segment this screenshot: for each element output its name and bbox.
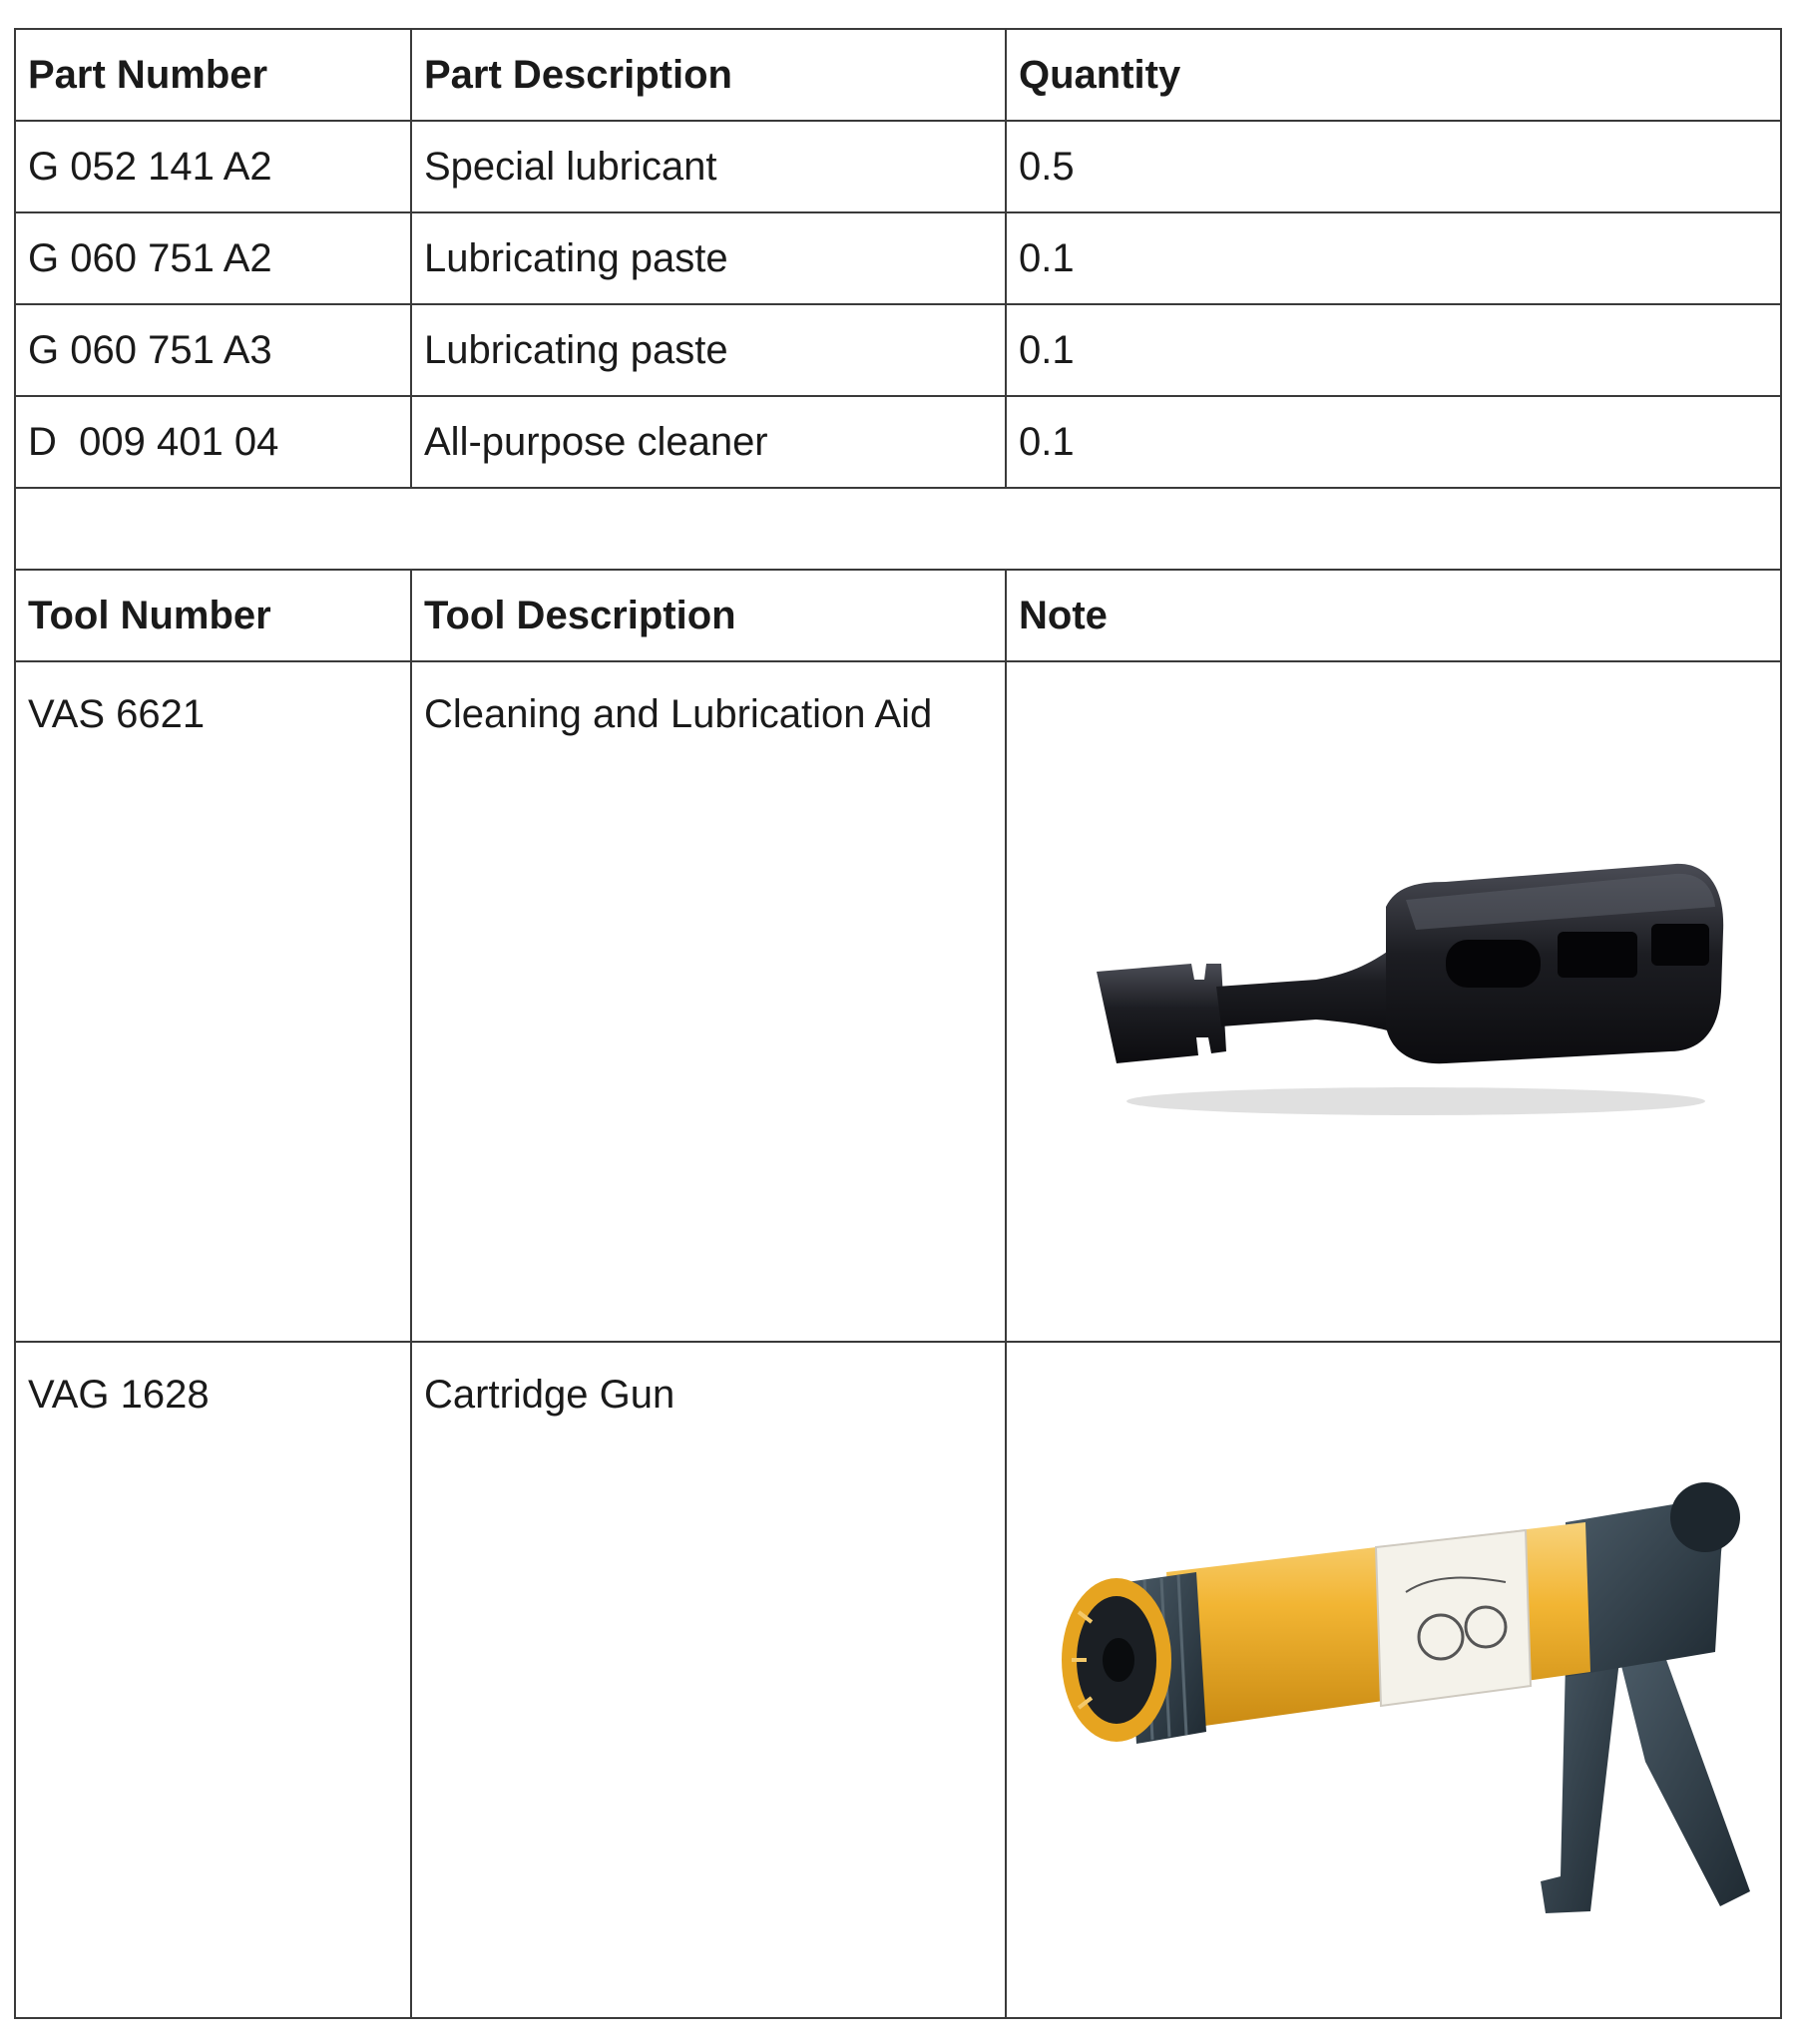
part-description-cell: Lubricating paste bbox=[411, 304, 1006, 396]
spacer-row bbox=[15, 488, 1781, 570]
table-row bbox=[15, 212, 1781, 304]
note-cell bbox=[1006, 661, 1781, 1342]
tool-number-cell: VAG 1628 bbox=[15, 1342, 411, 2018]
quantity-cell: 0.1 bbox=[1006, 304, 1781, 396]
spacer-cell bbox=[15, 488, 1781, 570]
quantity-cell: 0.1 bbox=[1006, 396, 1781, 488]
header-part-number: Part Number bbox=[15, 29, 411, 121]
part-description-cell: Special lubricant bbox=[411, 121, 1006, 212]
header-tool-number: Tool Number bbox=[15, 570, 411, 661]
header-tool-description: Tool Description bbox=[411, 570, 1006, 661]
lubrication-aid-tool-icon bbox=[1087, 852, 1725, 1131]
cartridge-gun-icon bbox=[1047, 1462, 1775, 1931]
header-note: Note bbox=[1006, 570, 1781, 661]
table-row bbox=[15, 661, 1781, 1342]
table-row bbox=[15, 121, 1781, 212]
part-number-cell: G 052 141 A2 bbox=[15, 121, 411, 212]
tool-description-cell: Cleaning and Lubrication Aid bbox=[411, 661, 1006, 1342]
header-part-description: Part Description bbox=[411, 29, 1006, 121]
part-description-cell: All-purpose cleaner bbox=[411, 396, 1006, 488]
parts-and-tools-table bbox=[14, 28, 1782, 2019]
quantity-cell: 0.1 bbox=[1006, 212, 1781, 304]
table-row bbox=[15, 304, 1781, 396]
part-number-cell: G 060 751 A2 bbox=[15, 212, 411, 304]
table-row bbox=[15, 396, 1781, 488]
table-row bbox=[15, 1342, 1781, 2018]
tools-header-row bbox=[15, 570, 1781, 661]
part-description-cell: Lubricating paste bbox=[411, 212, 1006, 304]
tool-description-cell: Cartridge Gun bbox=[411, 1342, 1006, 2018]
tool-number-cell: VAS 6621 bbox=[15, 661, 411, 1342]
quantity-cell: 0.5 bbox=[1006, 121, 1781, 212]
header-quantity: Quantity bbox=[1006, 29, 1781, 121]
parts-header-row bbox=[15, 29, 1781, 121]
note-cell bbox=[1006, 1342, 1781, 2018]
part-number-cell: D 009 401 04 bbox=[15, 396, 411, 488]
part-number-cell: G 060 751 A3 bbox=[15, 304, 411, 396]
